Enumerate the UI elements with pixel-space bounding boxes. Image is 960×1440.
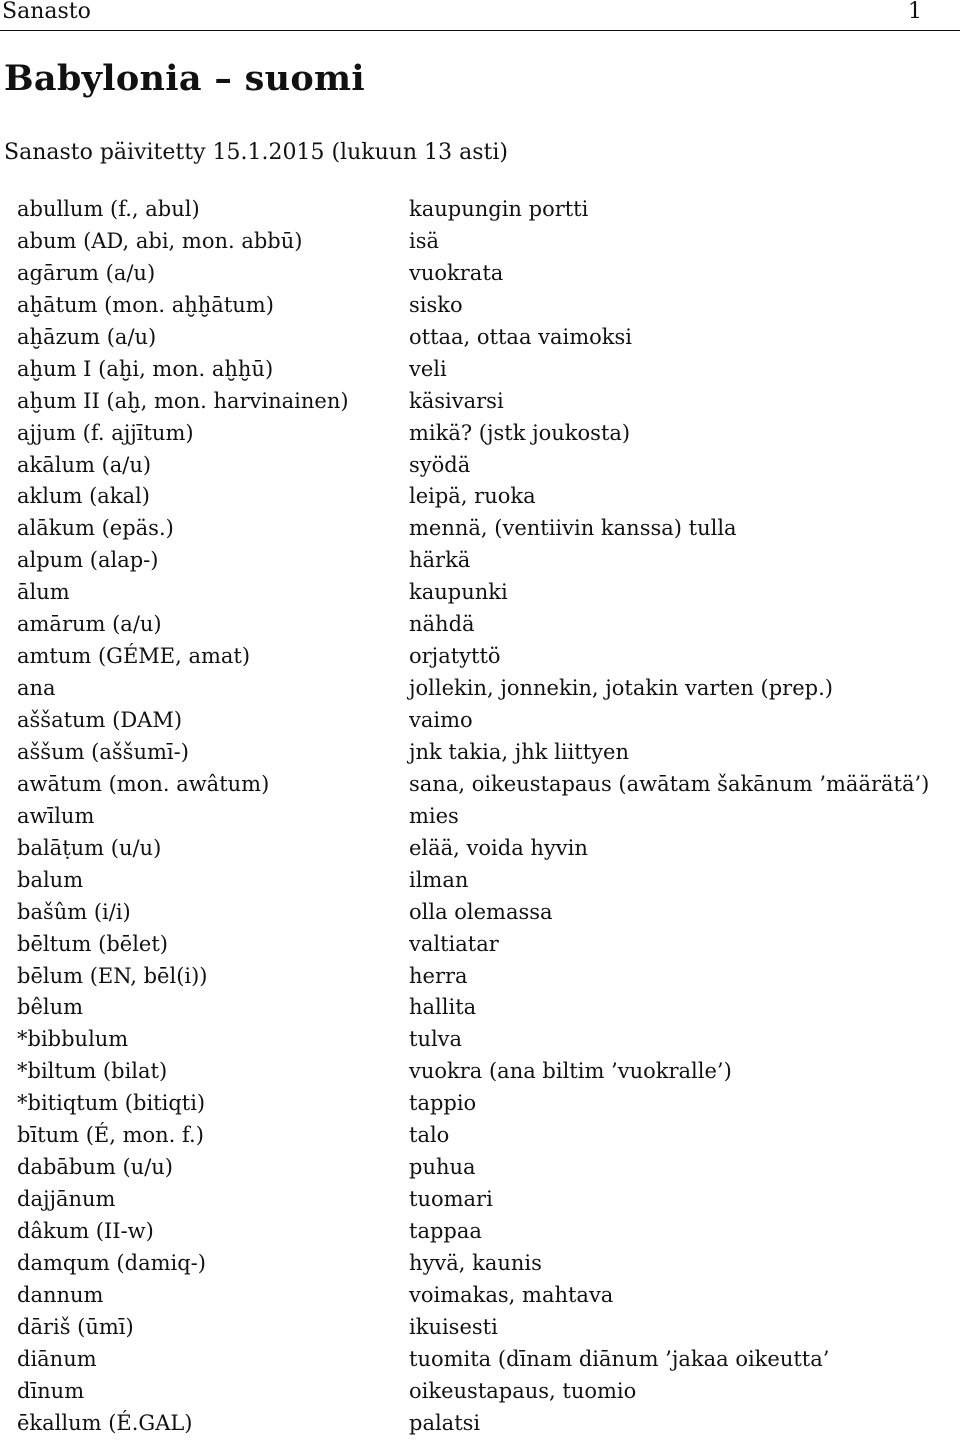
entry-meaning: veli [409, 356, 447, 381]
entry-meaning: jnk takia, jhk liittyen [409, 739, 629, 764]
entry-meaning: voimakas, mahtava [409, 1282, 614, 1307]
entry-term: bašûm (i/i) [17, 899, 131, 924]
entry-meaning: härkä [409, 548, 471, 573]
glossary-entry [0, 929, 960, 961]
entry-term: aššum (aššumī-) [17, 739, 189, 764]
glossary-entry [0, 609, 960, 641]
entry-term: ajjum (f. ajjītum) [17, 420, 194, 445]
entry-meaning: ottaa, ottaa vaimoksi [409, 324, 633, 349]
glossary-entry [0, 1376, 960, 1408]
entry-meaning: oikeustapaus, tuomio [409, 1378, 637, 1403]
glossary-entry [0, 641, 960, 673]
entry-term: *bibbulum [17, 1027, 129, 1052]
entry-term: balāṭum (u/u) [17, 835, 162, 860]
entry-meaning: olla olemassa [409, 899, 553, 924]
glossary-entry [0, 1216, 960, 1248]
entry-meaning: elää, voida hyvin [409, 835, 588, 860]
entry-meaning: mikä? (jstk joukosta) [409, 420, 631, 445]
entry-term: aḫum I (aḫi, mon. aḫḫū) [17, 356, 274, 381]
glossary-entry [0, 1152, 960, 1184]
glossary-entry [0, 322, 960, 354]
glossary-entry [0, 1088, 960, 1120]
entry-meaning: mies [409, 803, 459, 828]
entry-term: awīlum [17, 803, 95, 828]
glossary-entry [0, 992, 960, 1024]
glossary-entry [0, 481, 960, 513]
entry-term: dīnum [17, 1378, 85, 1403]
glossary-entry [0, 354, 960, 386]
entry-term: ālum [17, 580, 70, 605]
page-number: 1 [908, 0, 922, 24]
glossary-entry [0, 290, 960, 322]
entry-meaning: puhua [409, 1155, 476, 1180]
entry-meaning: valtiatar [409, 931, 499, 956]
entry-meaning: palatsi [409, 1410, 481, 1435]
entry-term: amtum (GÉME, amat) [17, 644, 251, 669]
entry-meaning: vuokra (ana biltim ’vuokralle’) [409, 1059, 732, 1084]
entry-term: diānum [17, 1346, 97, 1371]
glossary-entry [0, 1280, 960, 1312]
glossary-entry [0, 897, 960, 929]
glossary-entry [0, 705, 960, 737]
entry-meaning: tuomita (dīnam diānum ’jakaa oikeutta’ [409, 1346, 830, 1371]
entry-term: bēltum (bēlet) [17, 931, 168, 956]
update-note: Sanasto päivitetty 15.1.2015 (lukuun 13 asti) [4, 140, 508, 165]
glossary-entry [0, 737, 960, 769]
entry-meaning: kaupungin portti [409, 197, 589, 221]
glossary-entry [0, 450, 960, 482]
entry-meaning: sisko [409, 292, 463, 317]
glossary-entry [0, 1248, 960, 1280]
entry-term: dajjānum [17, 1187, 116, 1212]
entry-term: dabābum (u/u) [17, 1155, 173, 1180]
header-rule [0, 30, 960, 31]
entry-term: aḫātum (mon. aḫḫātum) [17, 292, 274, 317]
glossary-entry [0, 1184, 960, 1216]
glossary-entry [0, 865, 960, 897]
entry-term: aklum (akal) [17, 484, 150, 509]
entry-term: abum (AD, abi, mon. abbū) [17, 228, 303, 253]
glossary-entry [0, 673, 960, 705]
glossary-entry [0, 418, 960, 450]
entry-term: abullum (f., abul) [17, 197, 200, 221]
glossary-entry [0, 1056, 960, 1088]
entry-meaning: sana, oikeustapaus (awātam šakānum ’määrätä’) [409, 771, 930, 796]
glossary-entry [0, 513, 960, 545]
entry-meaning: käsivarsi [409, 388, 504, 413]
entry-meaning: leipä, ruoka [409, 484, 536, 509]
entry-term: bêlum [17, 995, 84, 1020]
entry-term: *bitiqtum (bitiqti) [17, 1091, 206, 1116]
entry-meaning: hyvä, kaunis [409, 1250, 542, 1275]
entry-term: *biltum (bilat) [17, 1059, 168, 1084]
entry-meaning: tulva [409, 1027, 463, 1052]
entry-meaning: mennä, (ventiivin kanssa) tulla [409, 516, 737, 541]
entry-term: ēkallum (É.GAL) [17, 1410, 193, 1435]
entry-term: aḫum II (aḫ, mon. harvinainen) [17, 388, 349, 413]
glossary-entry [0, 769, 960, 801]
glossary-entry [0, 258, 960, 290]
glossary-entry [0, 386, 960, 418]
entry-term: dāriš (ūmī) [17, 1314, 134, 1339]
entry-meaning: tuomari [409, 1187, 493, 1212]
entry-meaning: vuokrata [409, 260, 504, 285]
entry-meaning: syödä [409, 452, 471, 477]
page-title: Babylonia – suomi [4, 58, 365, 99]
glossary-entry [0, 226, 960, 258]
glossary-entry [0, 961, 960, 993]
glossary-entry [0, 833, 960, 865]
running-head [2, 0, 922, 28]
entry-term: ana [17, 676, 56, 701]
glossary-entry [0, 577, 960, 609]
entry-term: awātum (mon. awâtum) [17, 771, 270, 796]
entry-term: amārum (a/u) [17, 612, 162, 637]
entry-term: alpum (alap-) [17, 548, 159, 573]
entry-meaning: isä [409, 228, 440, 253]
entry-term: akālum (a/u) [17, 452, 152, 477]
entry-term: dannum [17, 1282, 104, 1307]
entry-term: bītum (É, mon. f.) [17, 1123, 204, 1148]
entry-term: balum [17, 867, 84, 892]
entry-meaning: nähdä [409, 612, 475, 637]
glossary-entry [0, 545, 960, 577]
entry-meaning: vaimo [409, 708, 473, 732]
entry-meaning: herra [409, 963, 468, 988]
entry-meaning: orjatyttö [409, 644, 501, 669]
entry-term: agārum (a/u) [17, 260, 156, 285]
entry-meaning: talo [409, 1123, 450, 1148]
entry-term: alākum (epäs.) [17, 516, 174, 541]
glossary-entry [0, 801, 960, 833]
glossary-entry [0, 1312, 960, 1344]
entry-meaning: tappio [409, 1091, 477, 1116]
entry-meaning: jollekin, jonnekin, jotakin varten (prep.) [409, 676, 833, 701]
glossary-entry [0, 1344, 960, 1376]
entry-term: dâkum (II-w) [17, 1219, 154, 1243]
entry-term: aššatum (DAM) [17, 708, 183, 732]
entry-meaning: hallita [409, 995, 477, 1020]
entry-meaning: kaupunki [409, 580, 508, 605]
entry-meaning: ikuisesti [409, 1314, 498, 1339]
entry-meaning: tappaa [409, 1219, 482, 1243]
glossary-list [0, 194, 960, 1440]
running-head-title: Sanasto [2, 0, 91, 24]
glossary-entry [0, 194, 960, 226]
glossary-entry [0, 1120, 960, 1152]
glossary-entry [0, 1024, 960, 1056]
glossary-entry [0, 1408, 960, 1440]
entry-term: bēlum (EN, bēl(i)) [17, 963, 208, 988]
entry-meaning: ilman [409, 867, 469, 892]
entry-term: damqum (damiq-) [17, 1250, 206, 1275]
entry-term: aḫāzum (a/u) [17, 324, 157, 349]
